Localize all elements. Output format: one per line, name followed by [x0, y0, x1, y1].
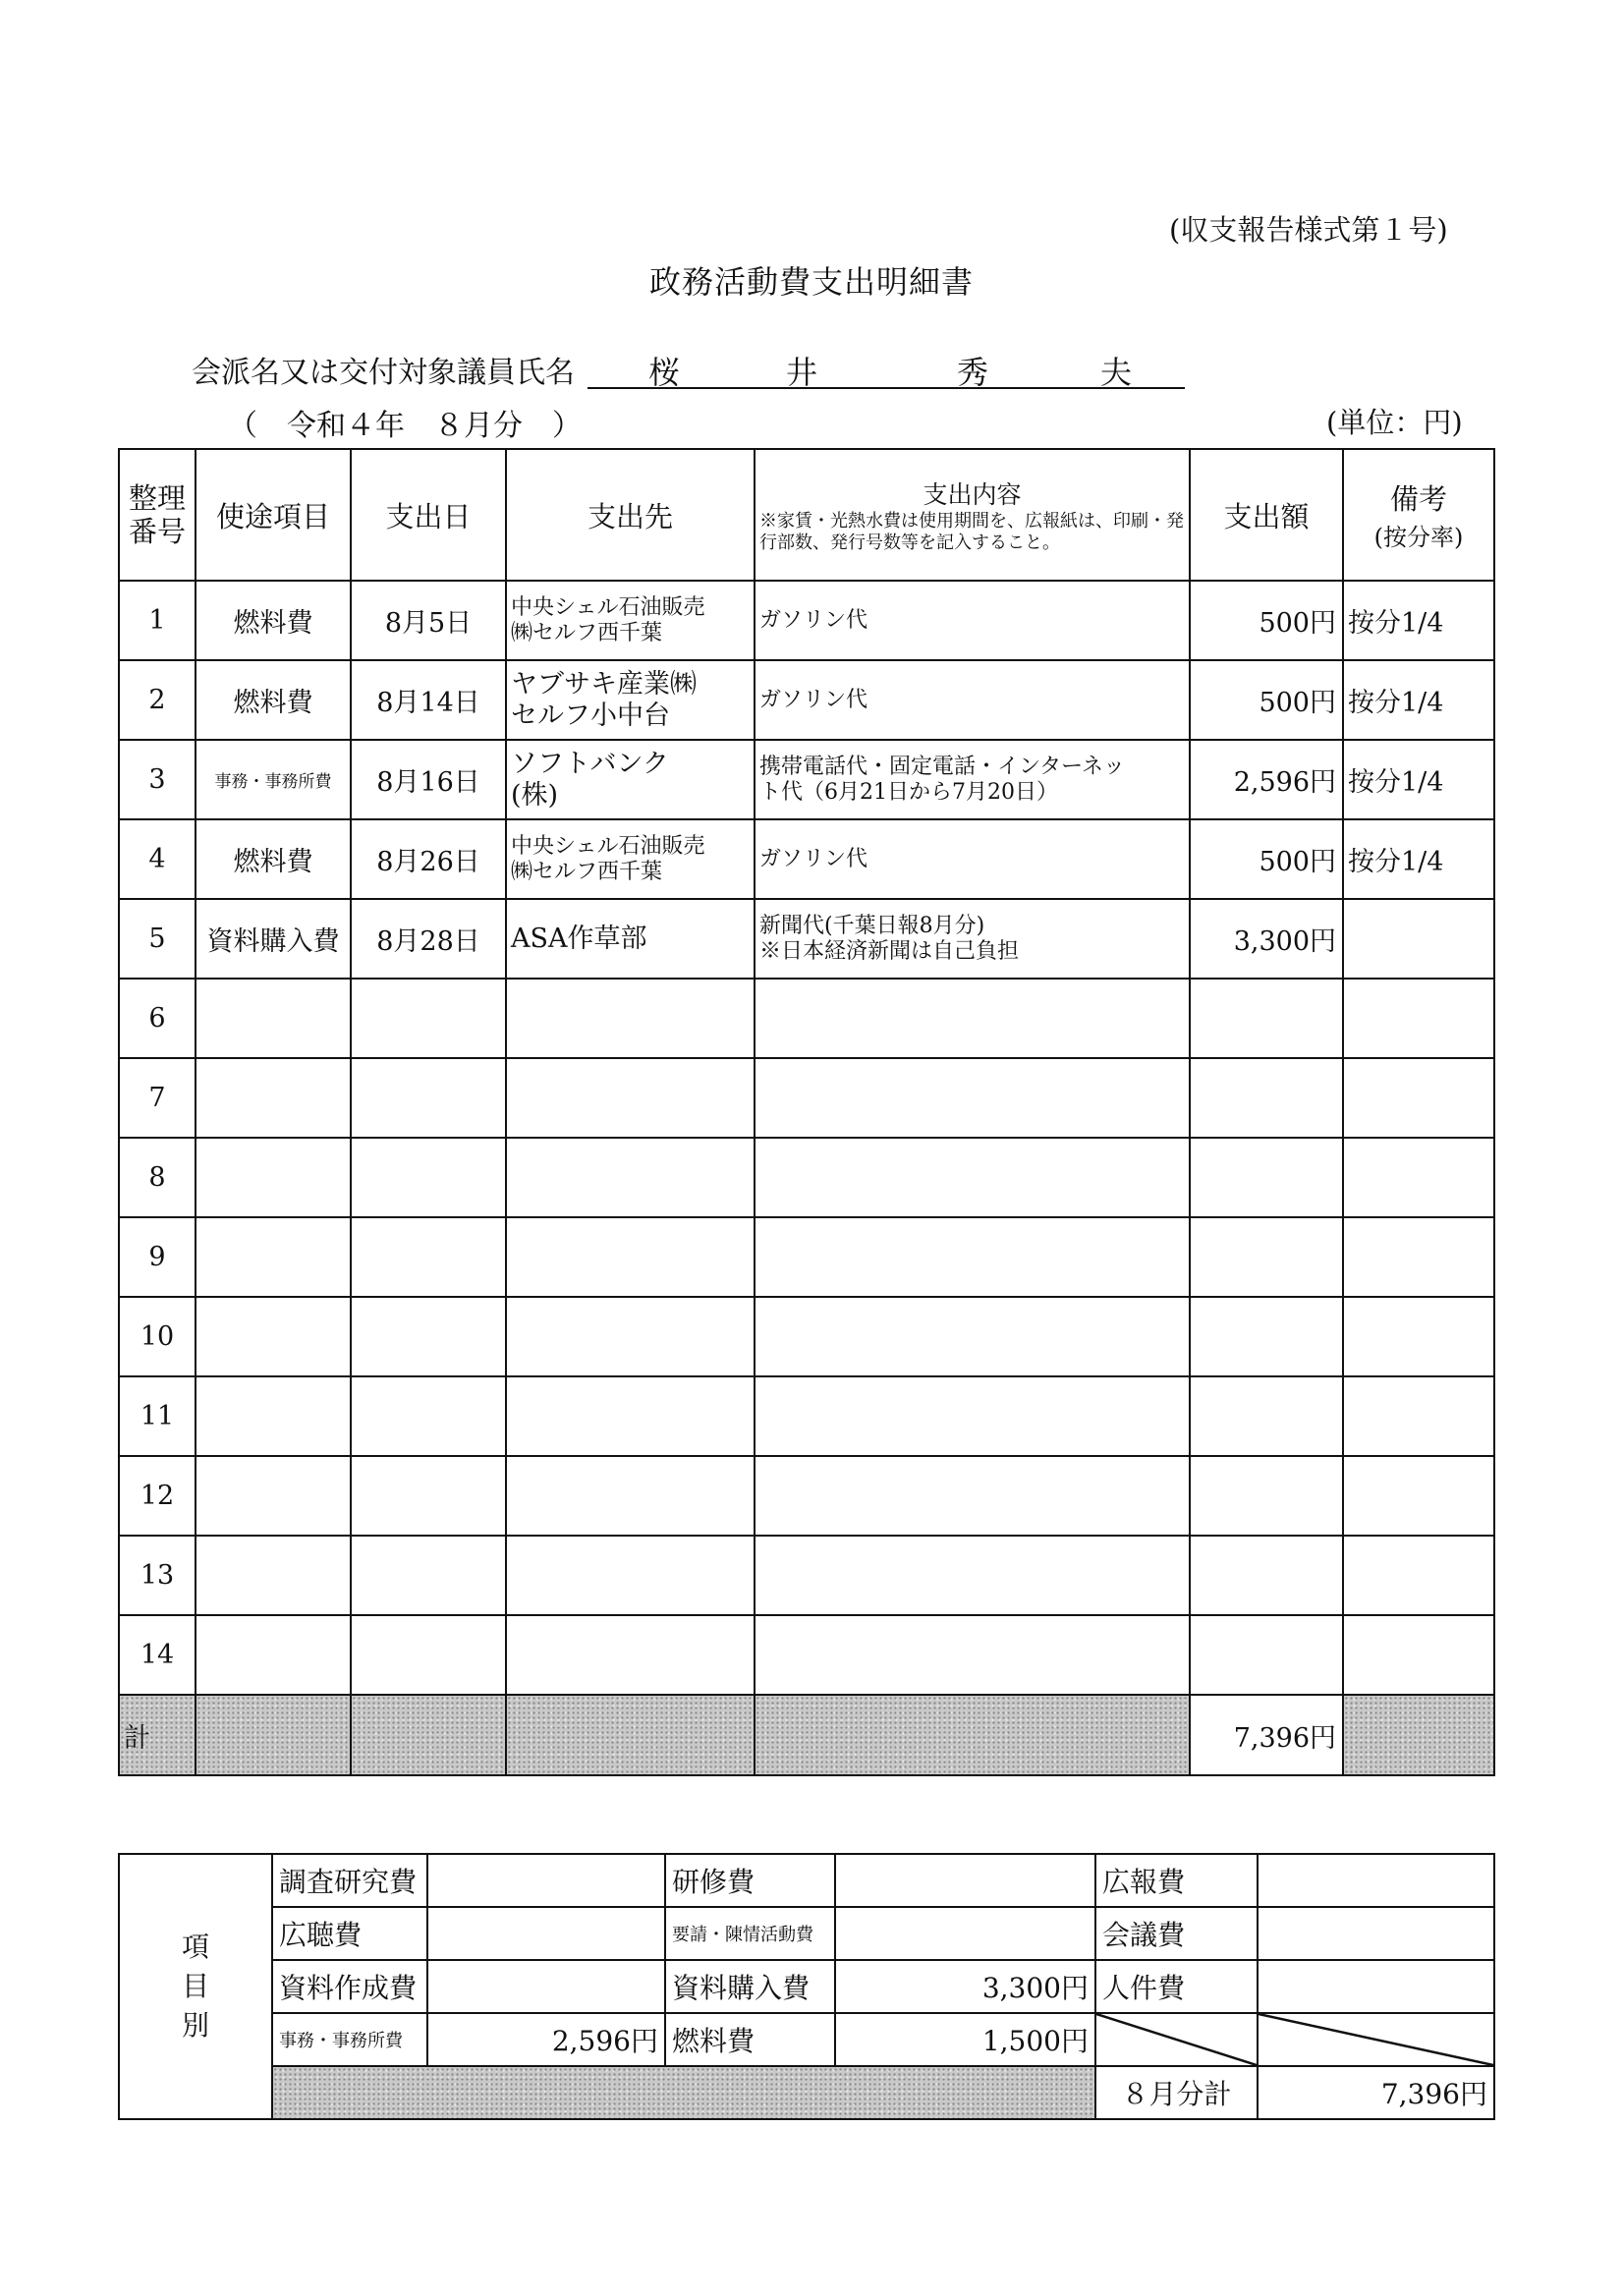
row-number-text: 8 — [148, 1162, 166, 1193]
row-payee — [506, 1297, 755, 1376]
shaded-cell — [755, 1695, 1190, 1775]
row-category-text: 事務・事務所費 — [214, 772, 332, 792]
row-amount-text: 2,596円 — [1233, 767, 1336, 798]
crossed-out-cell — [1095, 2013, 1258, 2066]
row-remarks — [1343, 1058, 1494, 1138]
row-category-text: 燃料費 — [233, 847, 313, 877]
header-number — [119, 449, 196, 581]
summary-materials-purchase-value: 3,300円 — [835, 1960, 1095, 2013]
row-content — [755, 979, 1190, 1058]
row-category — [196, 819, 351, 899]
table-row — [119, 740, 1494, 819]
shaded-cell — [351, 1695, 506, 1775]
row-payee-line2: セルフ小中台 — [511, 700, 670, 731]
row-content-line2: ※日本経済新聞は自己負担 — [759, 938, 1020, 964]
member-name-label: 会派名又は交付対象議員氏名 — [192, 356, 575, 390]
row-content — [755, 1536, 1190, 1615]
row-number-text: 10 — [140, 1321, 175, 1352]
shaded-cell — [272, 2066, 1095, 2119]
header-remarks-sub: (按分率) — [1373, 524, 1464, 551]
row-number — [119, 660, 196, 740]
table-row — [119, 979, 1494, 1058]
row-date — [351, 1217, 506, 1297]
summary-pr-value — [1258, 1854, 1494, 1907]
row-amount-text: 500円 — [1259, 847, 1336, 877]
row-number-text: 4 — [148, 844, 166, 874]
table-row — [119, 1297, 1494, 1376]
summary-petition-value — [835, 1907, 1095, 1960]
table-row — [119, 1536, 1494, 1615]
row-content — [755, 740, 1190, 819]
row-content — [755, 581, 1190, 660]
header-payee: 支出先 — [506, 449, 755, 581]
row-payee-line1: ヤブサキ産業㈱ — [511, 668, 697, 700]
row-number-text: 11 — [140, 1401, 175, 1431]
total-label: 計 — [119, 1695, 196, 1775]
row-category — [196, 1456, 351, 1536]
summary-hearing-value — [427, 1907, 665, 1960]
row-remarks-text: 按分1/4 — [1348, 767, 1444, 798]
row-payee — [506, 1217, 755, 1297]
row-number — [119, 1217, 196, 1297]
row-remarks — [1343, 581, 1494, 660]
summary-office-value: 2,596円 — [427, 2013, 665, 2066]
row-date — [351, 1297, 506, 1376]
summary-fuel-label: 燃料費 — [665, 2013, 835, 2066]
row-payee — [506, 1536, 755, 1615]
row-date — [351, 740, 506, 819]
summary-materials-creation-label: 資料作成費 — [272, 1960, 427, 2013]
member-name-char: 秀 — [957, 354, 989, 391]
row-amount — [1190, 1615, 1343, 1695]
row-date-text: 8月16日 — [376, 767, 480, 798]
month-total-label: ８月分計 — [1095, 2066, 1258, 2119]
row-category — [196, 979, 351, 1058]
table-row — [119, 581, 1494, 660]
row-amount — [1190, 1456, 1343, 1536]
row-content — [755, 1058, 1190, 1138]
header-remarks — [1343, 449, 1494, 581]
row-number-text: 13 — [140, 1560, 175, 1591]
summary-research-value — [427, 1854, 665, 1907]
row-category-text: 燃料費 — [233, 688, 313, 718]
row-date — [351, 1536, 506, 1615]
summary-fuel-value: 1,500円 — [835, 2013, 1095, 2066]
row-category — [196, 1217, 351, 1297]
member-name-char: 夫 — [1100, 354, 1133, 391]
row-date — [351, 1138, 506, 1217]
row-date — [351, 1456, 506, 1536]
row-payee-line1: ソフトバンク — [511, 748, 669, 779]
row-number-text: 1 — [148, 605, 166, 636]
row-payee-line2: ㈱セルフ西千葉 — [511, 620, 663, 645]
crossed-out-cell — [1258, 2013, 1494, 2066]
row-payee-line2: (株) — [511, 779, 559, 811]
row-date-text: 8月26日 — [376, 847, 480, 877]
table-row — [119, 899, 1494, 979]
row-number-text: 7 — [148, 1083, 166, 1113]
header-number-line2: 番号 — [128, 515, 186, 548]
row-remarks — [1343, 740, 1494, 819]
table-row — [119, 1138, 1494, 1217]
row-amount — [1190, 979, 1343, 1058]
row-remarks — [1343, 979, 1494, 1058]
summary-materials-purchase-label: 資料購入費 — [665, 1960, 835, 2013]
row-remarks — [1343, 1217, 1494, 1297]
row-date-text: 8月5日 — [384, 608, 473, 639]
total-amount: 7,396円 — [1190, 1695, 1343, 1775]
table-row — [119, 819, 1494, 899]
row-number — [119, 979, 196, 1058]
document-title: 政務活動費支出明細書 — [648, 263, 974, 301]
row-content-line1: ガソリン代 — [759, 846, 868, 871]
row-content-line1: 新聞代(千葉日報8月分) — [759, 913, 985, 938]
row-content-line1: ガソリン代 — [759, 687, 868, 712]
row-payee-line1: 中央シェル石油販売 — [511, 594, 705, 620]
row-payee-line2: ㈱セルフ西千葉 — [511, 859, 663, 884]
member-name-char: 井 — [786, 354, 818, 391]
row-number-text: 6 — [148, 1003, 166, 1034]
row-content-line1: 携帯電話代・固定電話・インターネッ — [759, 754, 1126, 779]
row-category-text: 燃料費 — [233, 608, 313, 639]
row-amount — [1190, 1536, 1343, 1615]
expenditure-table — [118, 448, 1495, 1776]
report-period: （ 令和４年 ８月分 ） — [228, 409, 582, 443]
row-number — [119, 1138, 196, 1217]
header-remarks-title: 備考 — [1389, 482, 1447, 516]
row-number — [119, 819, 196, 899]
row-number — [119, 1615, 196, 1695]
shaded-cell — [506, 1695, 755, 1775]
row-content — [755, 1615, 1190, 1695]
row-amount — [1190, 1138, 1343, 1217]
row-number-text: 5 — [148, 924, 166, 954]
summary-personnel-value — [1258, 1960, 1494, 2013]
row-amount — [1190, 1297, 1343, 1376]
row-amount — [1190, 660, 1343, 740]
table-header-row — [119, 449, 1494, 581]
row-payee — [506, 1456, 755, 1536]
row-number — [119, 1297, 196, 1376]
row-amount-text: 500円 — [1259, 688, 1336, 718]
row-content — [755, 1376, 1190, 1456]
row-content — [755, 1297, 1190, 1376]
shaded-cell — [196, 1695, 351, 1775]
row-number — [119, 740, 196, 819]
summary-group-label — [119, 1854, 272, 2119]
header-number-line1: 整理 — [128, 481, 186, 515]
row-date — [351, 899, 506, 979]
row-category — [196, 740, 351, 819]
row-category — [196, 899, 351, 979]
row-amount — [1190, 899, 1343, 979]
row-date-text: 8月28日 — [376, 926, 480, 957]
row-category — [196, 1058, 351, 1138]
row-content — [755, 899, 1190, 979]
row-category — [196, 581, 351, 660]
row-amount — [1190, 740, 1343, 819]
table-row — [119, 1376, 1494, 1456]
row-payee — [506, 1376, 755, 1456]
row-payee — [506, 1615, 755, 1695]
row-content — [755, 1138, 1190, 1217]
row-number — [119, 899, 196, 979]
summary-pr-label: 広報費 — [1095, 1854, 1258, 1907]
row-payee — [506, 660, 755, 740]
member-name-char: 桜 — [648, 354, 681, 391]
row-date — [351, 660, 506, 740]
row-number — [119, 581, 196, 660]
row-payee — [506, 1058, 755, 1138]
row-date — [351, 1376, 506, 1456]
row-payee-line1: ASA作草部 — [511, 923, 647, 954]
row-remarks — [1343, 1376, 1494, 1456]
row-category — [196, 1615, 351, 1695]
row-payee — [506, 581, 755, 660]
row-number — [119, 1536, 196, 1615]
form-number: (収支報告様式第１号) — [1169, 213, 1448, 247]
summary-office-label: 事務・事務所費 — [272, 2013, 427, 2066]
shaded-cell — [1343, 1695, 1494, 1775]
row-number-text: 2 — [148, 685, 166, 715]
row-content-line1: ガソリン代 — [759, 607, 868, 633]
table-row — [119, 1615, 1494, 1695]
row-remarks — [1343, 1297, 1494, 1376]
row-payee — [506, 899, 755, 979]
summary-hearing-label: 広聴費 — [272, 1907, 427, 1960]
row-category — [196, 660, 351, 740]
summary-meeting-value — [1258, 1907, 1494, 1960]
row-amount — [1190, 1217, 1343, 1297]
row-amount — [1190, 581, 1343, 660]
summary-materials-creation-value — [427, 1960, 665, 2013]
row-category — [196, 1536, 351, 1615]
row-content — [755, 819, 1190, 899]
row-amount — [1190, 1376, 1343, 1456]
row-date-text: 8月14日 — [376, 688, 480, 718]
table-row — [119, 1217, 1494, 1297]
row-number-text: 3 — [148, 764, 166, 795]
row-amount-text: 500円 — [1259, 608, 1336, 639]
summary-group-label-char: 目 — [181, 1970, 209, 2002]
row-remarks — [1343, 660, 1494, 740]
row-remarks — [1343, 1615, 1494, 1695]
row-remarks-text: 按分1/4 — [1348, 688, 1444, 718]
header-content — [755, 449, 1190, 581]
summary-training-value — [835, 1854, 1095, 1907]
row-content — [755, 1456, 1190, 1536]
row-remarks — [1343, 1138, 1494, 1217]
row-remarks-text: 按分1/4 — [1348, 847, 1444, 877]
header-content-note: ※家賃・光熱水費は使用期間を、広報紙は、印刷・発行部数、発行号数等を記入すること。 — [759, 511, 1184, 553]
row-date — [351, 979, 506, 1058]
row-category — [196, 1138, 351, 1217]
row-remarks — [1343, 1536, 1494, 1615]
row-content-line2: ト代（6月21日から7月20日） — [759, 779, 1058, 805]
header-category: 使途項目 — [196, 449, 351, 581]
row-category — [196, 1297, 351, 1376]
summary-group-label-char: 別 — [181, 2009, 209, 2042]
row-remarks — [1343, 819, 1494, 899]
row-payee — [506, 819, 755, 899]
total-row — [119, 1695, 1494, 1775]
row-date — [351, 581, 506, 660]
row-payee-line1: 中央シェル石油販売 — [511, 833, 705, 859]
row-content — [755, 660, 1190, 740]
row-number-text: 12 — [140, 1481, 175, 1511]
header-date: 支出日 — [351, 449, 506, 581]
row-remarks — [1343, 1456, 1494, 1536]
row-payee — [506, 740, 755, 819]
row-category-text: 資料購入費 — [206, 926, 340, 957]
currency-unit: (単位：円) — [1326, 406, 1463, 439]
summary-group-label-char: 項 — [181, 1931, 209, 1963]
member-name-field — [588, 346, 1185, 389]
summary-meeting-label: 会議費 — [1095, 1907, 1258, 1960]
row-number — [119, 1376, 196, 1456]
header-content-title: 支出内容 — [923, 480, 1022, 509]
summary-training-label: 研修費 — [665, 1854, 835, 1907]
summary-petition-label: 要請・陳情活動費 — [665, 1907, 835, 1960]
row-remarks-text: 按分1/4 — [1348, 608, 1444, 639]
row-amount — [1190, 1058, 1343, 1138]
row-date — [351, 819, 506, 899]
row-amount-text: 3,300円 — [1233, 926, 1336, 957]
category-summary-table — [118, 1853, 1495, 2120]
table-row — [119, 1058, 1494, 1138]
row-number-text: 14 — [140, 1640, 175, 1670]
month-total-value: 7,396円 — [1258, 2066, 1494, 2119]
row-date — [351, 1615, 506, 1695]
row-remarks — [1343, 899, 1494, 979]
table-row — [119, 660, 1494, 740]
row-number — [119, 1058, 196, 1138]
row-category — [196, 1376, 351, 1456]
row-payee — [506, 1138, 755, 1217]
row-date — [351, 1058, 506, 1138]
summary-personnel-label: 人件費 — [1095, 1960, 1258, 2013]
summary-research-label: 調査研究費 — [272, 1854, 427, 1907]
row-number — [119, 1456, 196, 1536]
table-row — [119, 1456, 1494, 1536]
header-amount: 支出額 — [1190, 449, 1343, 581]
row-payee — [506, 979, 755, 1058]
row-content — [755, 1217, 1190, 1297]
row-amount — [1190, 819, 1343, 899]
row-number-text: 9 — [148, 1242, 166, 1272]
